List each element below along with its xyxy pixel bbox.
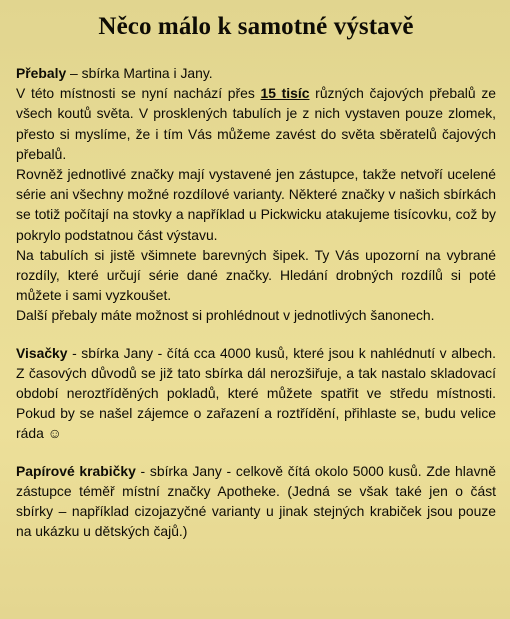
paragraph-arrows: Na tabulích si jistě všimnete barevných šipek. Ty Vás upozorní na vybrané rozdíly, které určují série dané značky. Hledání drobných rozdílů si poté můžete i sami vyzkoušet. bbox=[16, 246, 496, 304]
section-prebaly-heading-line bbox=[16, 63, 496, 83]
section-prebaly-heading: Přebaly bbox=[16, 65, 67, 81]
paragraph-binders: Další přebaly máte možnost si prohlédnout v jednotlivých šanonech. bbox=[16, 307, 435, 324]
paragraph-brands: Rovněž jednotlivé značky mají vystavené jen zástupce, takže netvoří ucelené série ani všechny možné rozdílové varianty. Některé značky v našich sbírkách se totiž počítají na stovky a například u Pickwicku atakujeme tisícovku, což by pokrylo podstatnou část výstavu. bbox=[16, 166, 496, 243]
paragraph-visacky bbox=[16, 343, 496, 444]
paragraph-intro-end: různých čajových přebalů ze všech koutů světa. V prosklených tabulích je z nich vystaven pouze zlomek, přesto si myslíme, že i tím Vás můžeme zavést do světa sběratelů čajových přebalů. bbox=[16, 85, 496, 162]
paragraph-krabicky bbox=[16, 461, 496, 542]
section-krabicky bbox=[16, 461, 496, 542]
section-prebaly bbox=[16, 63, 496, 326]
highlight-count: 15 tisíc bbox=[260, 85, 310, 102]
section-krabicky-text: - sbírka Jany - celkově čítá okolo 5000 kusů. Zde hlavně zástupce téměř místní značky Apotheke. (Jedná se však také jen o část sbírky – například cizojazyčné varianty u jinak stejných krabiček jsou pouze na ukázku u dětských čajů.) bbox=[16, 462, 496, 540]
page-title: Něco málo k samotné výstavě bbox=[98, 13, 414, 40]
paragraph-intro bbox=[16, 83, 496, 164]
section-visacky-text: - sbírka Jany - čítá cca 4000 kusů, které jsou k nahlédnutí v albech. Z časových důvodů se již tato sbírka dál nerozšiřuje, a tak nastalo skladovací období neroztříděných pokladů, které můžete spatřit ve středu místnosti. Pokud by se našel zájemce o zařazení a roztřídění, přihlaste se, budu velice ráda ☺ bbox=[16, 344, 496, 442]
section-visacky-heading: Visačky bbox=[16, 344, 68, 361]
section-visacky bbox=[16, 343, 496, 444]
section-prebaly-subtitle: – sbírka Martina i Jany. bbox=[66, 65, 213, 81]
paragraph-intro-start: V této místnosti se nyní nachází přes bbox=[16, 85, 261, 102]
section-krabicky-heading: Papírové krabičky bbox=[16, 462, 136, 479]
